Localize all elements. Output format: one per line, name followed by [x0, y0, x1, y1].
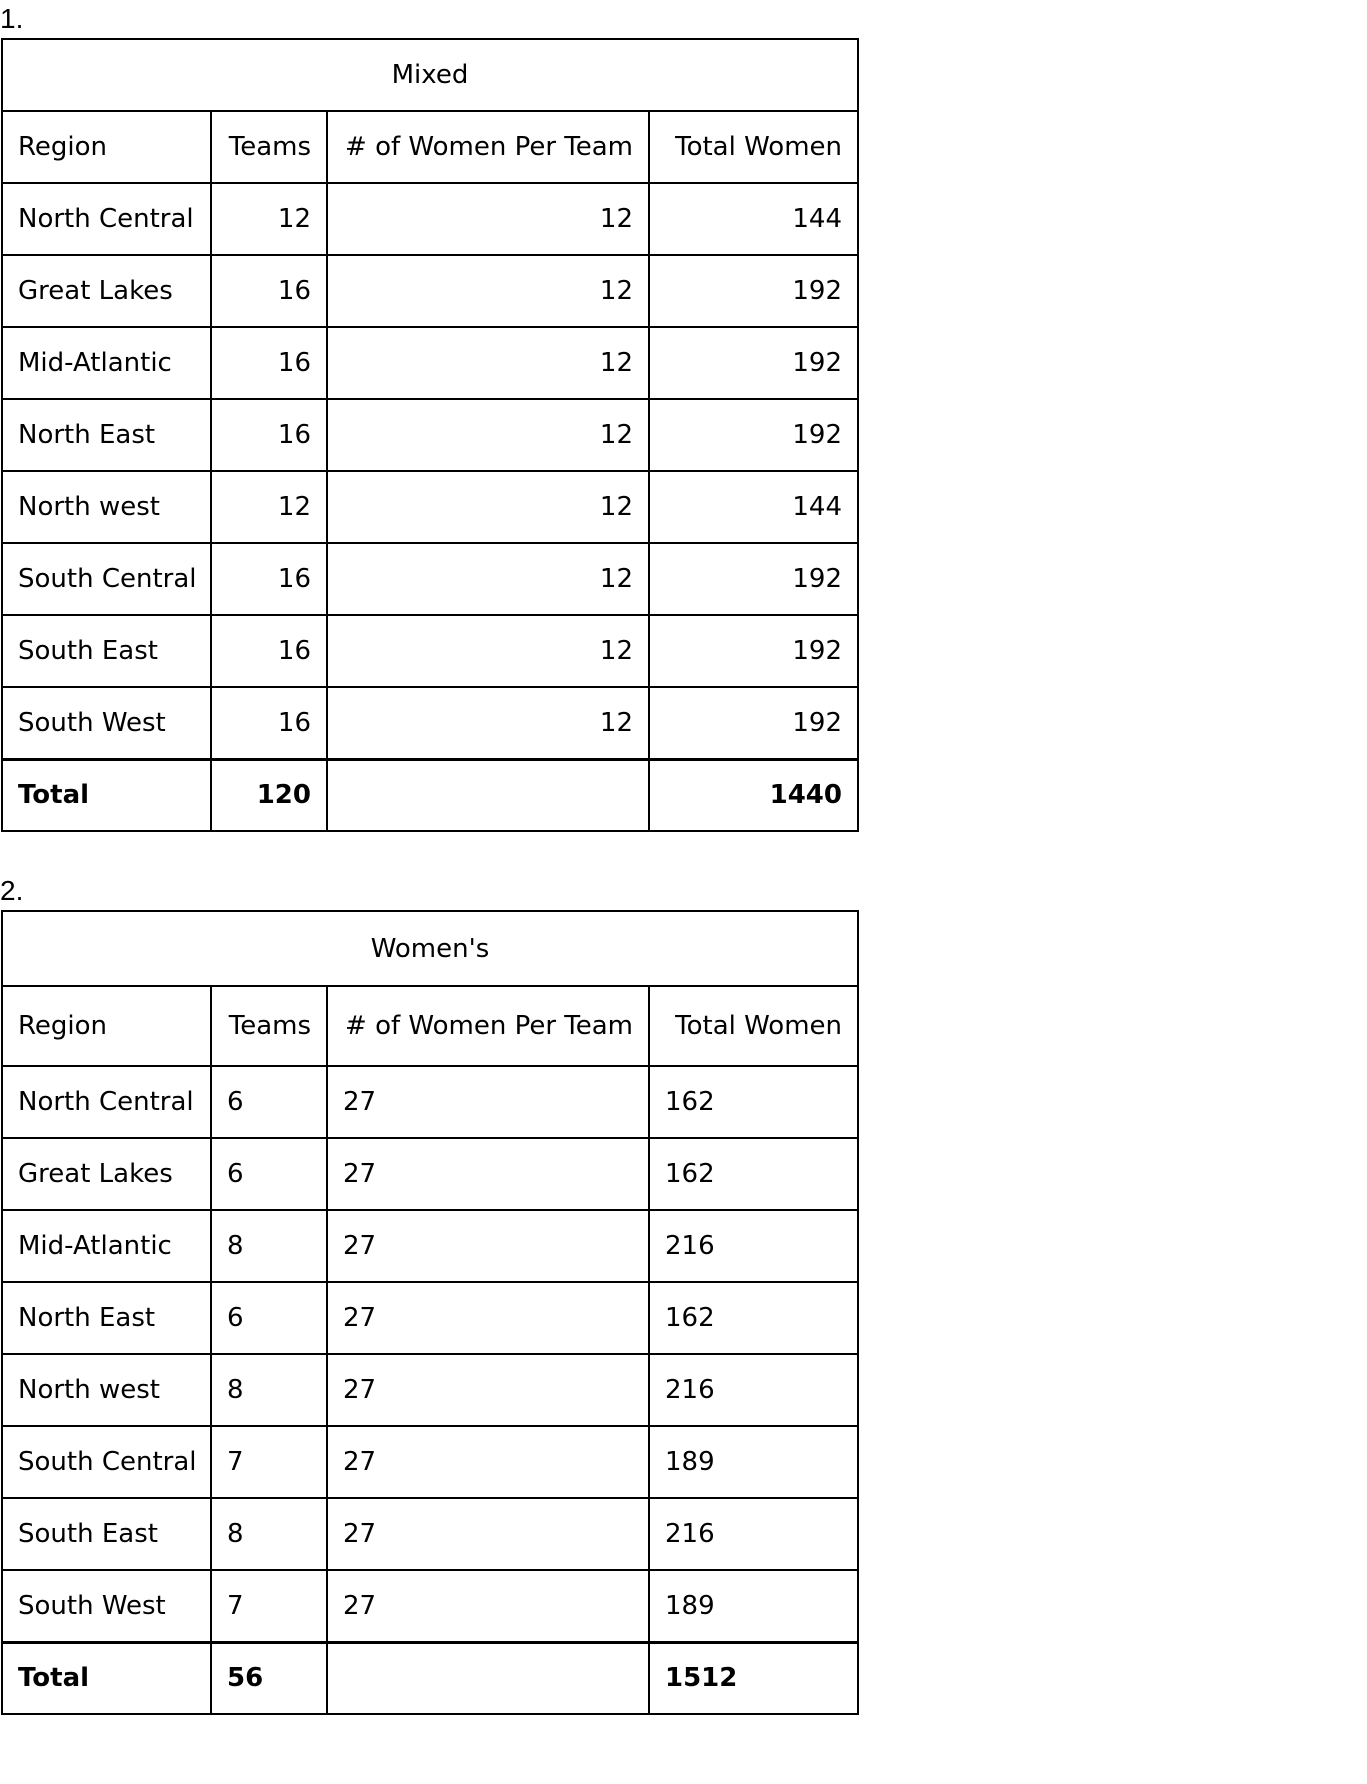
cell-region: South West — [2, 687, 211, 759]
cell-per-team: 27 — [327, 1210, 649, 1282]
table-row — [2, 543, 858, 615]
cell-per-team: 12 — [327, 687, 649, 759]
cell-teams: 16 — [211, 399, 327, 471]
cell-per-team: 27 — [327, 1426, 649, 1498]
total-row — [2, 759, 858, 831]
cell-teams: 6 — [211, 1138, 327, 1210]
cell-total: 192 — [649, 543, 858, 615]
cell-region: South East — [2, 1498, 211, 1570]
total-teams: 120 — [211, 759, 327, 831]
cell-total: 192 — [649, 687, 858, 759]
cell-teams: 6 — [211, 1282, 327, 1354]
header-row — [2, 111, 858, 183]
cell-total: 192 — [649, 615, 858, 687]
table-row — [2, 687, 858, 759]
cell-region: North west — [2, 1354, 211, 1426]
header-per-team: # of Women Per Team — [327, 111, 649, 183]
cell-total: 216 — [649, 1354, 858, 1426]
section-1-number: 1. — [0, 3, 24, 34]
cell-region: Mid-Atlantic — [2, 1210, 211, 1282]
cell-teams: 8 — [211, 1210, 327, 1282]
table-row — [2, 327, 858, 399]
cell-region: South Central — [2, 543, 211, 615]
section-2-number: 2. — [0, 875, 24, 906]
cell-region: South Central — [2, 1426, 211, 1498]
cell-per-team: 12 — [327, 543, 649, 615]
table-row — [2, 183, 858, 255]
total-per-team — [327, 1642, 649, 1714]
mixed-table — [1, 38, 859, 832]
cell-per-team: 12 — [327, 471, 649, 543]
cell-per-team: 12 — [327, 183, 649, 255]
cell-teams: 16 — [211, 687, 327, 759]
cell-region: North west — [2, 471, 211, 543]
cell-teams: 16 — [211, 615, 327, 687]
header-row — [2, 986, 858, 1066]
cell-teams: 16 — [211, 543, 327, 615]
header-teams: Teams — [211, 111, 327, 183]
cell-region: Mid-Atlantic — [2, 327, 211, 399]
cell-per-team: 12 — [327, 255, 649, 327]
table-row — [2, 255, 858, 327]
cell-total: 192 — [649, 399, 858, 471]
header-total-women: Total Women — [649, 986, 858, 1066]
cell-teams: 8 — [211, 1498, 327, 1570]
cell-total: 144 — [649, 183, 858, 255]
table-title: Women's — [2, 911, 858, 986]
cell-per-team: 12 — [327, 399, 649, 471]
cell-per-team: 27 — [327, 1138, 649, 1210]
cell-per-team: 27 — [327, 1066, 649, 1138]
cell-teams: 7 — [211, 1570, 327, 1642]
table-row — [2, 1498, 858, 1570]
cell-region: South East — [2, 615, 211, 687]
womens-table — [1, 910, 859, 1715]
cell-region: Great Lakes — [2, 255, 211, 327]
table-row — [2, 1210, 858, 1282]
cell-region: South West — [2, 1570, 211, 1642]
table-title-row — [2, 39, 858, 111]
total-per-team — [327, 759, 649, 831]
cell-region: Great Lakes — [2, 1138, 211, 1210]
cell-total: 189 — [649, 1426, 858, 1498]
cell-teams: 12 — [211, 183, 327, 255]
cell-per-team: 27 — [327, 1282, 649, 1354]
total-label: Total — [2, 759, 211, 831]
header-region: Region — [2, 111, 211, 183]
cell-total: 162 — [649, 1138, 858, 1210]
header-total-women: Total Women — [649, 111, 858, 183]
table-title-row — [2, 911, 858, 986]
table-row — [2, 1570, 858, 1642]
header-teams: Teams — [211, 986, 327, 1066]
table-row — [2, 1138, 858, 1210]
cell-total: 144 — [649, 471, 858, 543]
cell-region: North East — [2, 1282, 211, 1354]
table-row — [2, 1282, 858, 1354]
cell-per-team: 27 — [327, 1498, 649, 1570]
cell-per-team: 12 — [327, 615, 649, 687]
cell-teams: 7 — [211, 1426, 327, 1498]
table-row — [2, 399, 858, 471]
cell-teams: 8 — [211, 1354, 327, 1426]
table-title: Mixed — [2, 39, 858, 111]
cell-total: 192 — [649, 255, 858, 327]
table-row — [2, 615, 858, 687]
cell-total: 162 — [649, 1282, 858, 1354]
cell-region: North East — [2, 399, 211, 471]
total-women: 1440 — [649, 759, 858, 831]
table-row — [2, 1426, 858, 1498]
total-row — [2, 1642, 858, 1714]
cell-total: 216 — [649, 1498, 858, 1570]
cell-region: North Central — [2, 1066, 211, 1138]
cell-teams: 12 — [211, 471, 327, 543]
header-region: Region — [2, 986, 211, 1066]
cell-total: 162 — [649, 1066, 858, 1138]
cell-per-team: 27 — [327, 1570, 649, 1642]
header-per-team: # of Women Per Team — [327, 986, 649, 1066]
cell-teams: 16 — [211, 255, 327, 327]
cell-per-team: 12 — [327, 327, 649, 399]
cell-teams: 6 — [211, 1066, 327, 1138]
cell-total: 216 — [649, 1210, 858, 1282]
table-row — [2, 1354, 858, 1426]
table-row — [2, 1066, 858, 1138]
total-label: Total — [2, 1642, 211, 1714]
cell-total: 189 — [649, 1570, 858, 1642]
cell-region: North Central — [2, 183, 211, 255]
cell-total: 192 — [649, 327, 858, 399]
total-teams: 56 — [211, 1642, 327, 1714]
table-row — [2, 471, 858, 543]
total-women: 1512 — [649, 1642, 858, 1714]
cell-per-team: 27 — [327, 1354, 649, 1426]
cell-teams: 16 — [211, 327, 327, 399]
